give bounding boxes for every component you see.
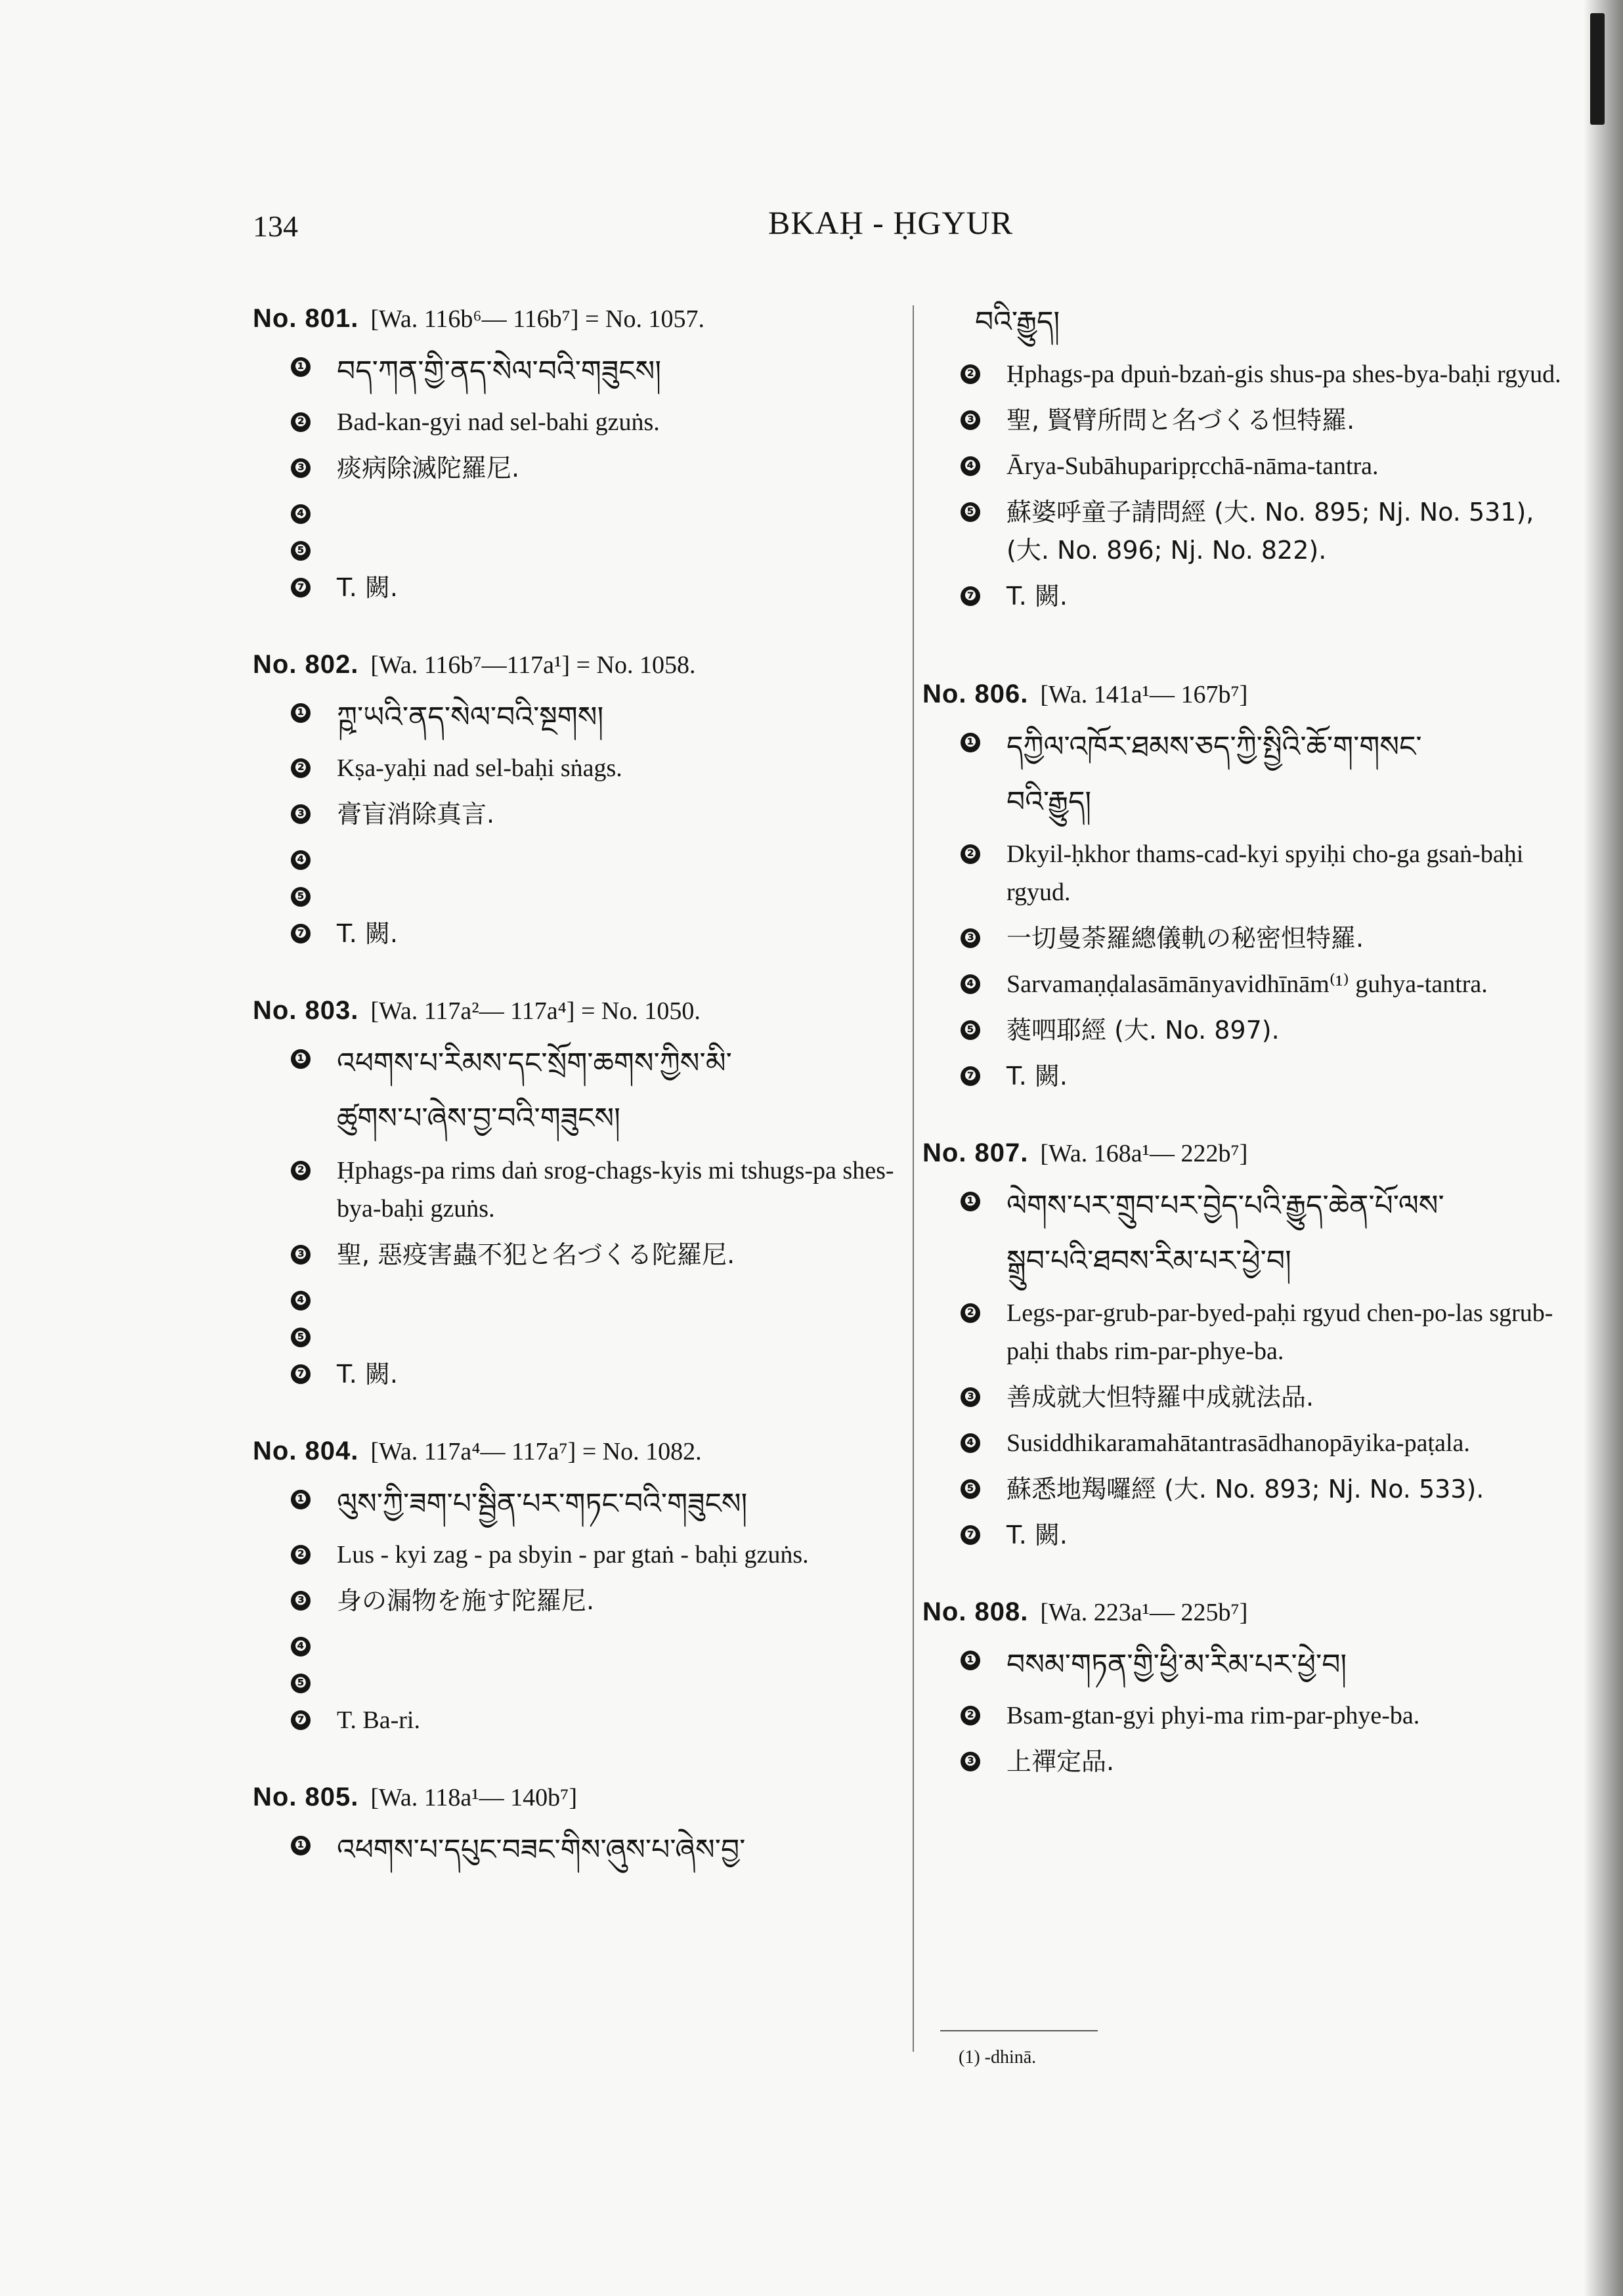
field-transliteration [961, 835, 1569, 911]
marker-4: ❹ [291, 504, 311, 524]
footnote-rule [940, 2030, 1098, 2031]
tohoku-ref: T. 闕. [1006, 1062, 1068, 1091]
marker-2: ❷ [291, 1161, 311, 1180]
marker-5: ❺ [961, 502, 980, 522]
tibetan-title-continued: ཚུགས་པ་ཞེས་བྱ་བའི་གཟུངས། [337, 1102, 620, 1135]
field-chinese [291, 1664, 903, 1693]
field-chinese [291, 532, 903, 561]
field-tohoku [961, 577, 1569, 615]
field-sanskrit [961, 1424, 1569, 1462]
field-japanese [961, 1743, 1569, 1781]
field-tohoku [291, 569, 903, 607]
right-column [922, 299, 1569, 1819]
field-tohoku [961, 1516, 1569, 1554]
marker-4: ❹ [291, 1291, 311, 1310]
marker-2: ❷ [961, 364, 980, 384]
marker-2: ❷ [291, 412, 311, 432]
page-edge-shadow [1584, 0, 1623, 2296]
marker-7: ❼ [291, 1710, 311, 1730]
catalog-entry-801 [253, 299, 903, 607]
footnote: (1) -dhinā. [959, 2047, 1037, 2068]
entry-number: No. 801. [253, 304, 359, 333]
marker-7: ❼ [291, 1364, 311, 1384]
marker-4: ❹ [961, 456, 980, 476]
field-sanskrit [291, 1628, 903, 1657]
field-transliteration [291, 1152, 903, 1228]
marker-5: ❺ [291, 1328, 311, 1347]
field-tibetan [961, 724, 1569, 771]
entry-heading [253, 645, 903, 685]
tohoku-ref: T. 闕. [1006, 1521, 1068, 1549]
japanese-title: 痰病除滅陀羅尼. [337, 454, 520, 483]
tibetan-title: འཕགས་པ་རིམས་དང་སྲོག་ཆགས་ཀྱིས་མི་ [337, 1047, 732, 1080]
entry-heading [253, 1777, 903, 1817]
tibetan-title-continued: སྒྲུབ་པའི་ཐབས་རིམ་པར་ཕྱེ་བ། [1006, 1244, 1291, 1278]
field-chinese [961, 1011, 1569, 1049]
tohoku-ref: T. 闕. [1006, 582, 1068, 611]
entry-heading [922, 1592, 1569, 1632]
field-japanese [961, 1378, 1569, 1416]
marker-1: ❶ [291, 1836, 311, 1855]
page-number: 134 [253, 209, 298, 243]
field-chinese [291, 1318, 903, 1347]
marker-4: ❹ [291, 850, 311, 870]
tibetan-title: བསམ་གཏན་གྱི་ཕྱི་མ་རིམ་པར་ཕྱེ་བ། [1006, 1648, 1347, 1681]
field-tohoku [961, 1057, 1569, 1095]
marker-3: ❸ [291, 1591, 311, 1611]
field-sanskrit [291, 841, 903, 870]
tibetan-title: དཀྱིལ་འཁོར་ཐམས་ཅད་ཀྱི་སྤྱིའི་ཆོ་ག་གསང་ [1006, 730, 1422, 764]
sanskrit-title: Ārya-Subāhuparipṛcchā-nāma-tantra. [1006, 452, 1379, 480]
chinese-ref: 蘇婆呼童子請問經 (大. No. 895; Nj. No. 531), (大. No. 896; Nj. No. 822). [1006, 498, 1534, 565]
marker-4: ❹ [291, 1637, 311, 1657]
catalog-entry-807 [922, 1133, 1569, 1554]
catalog-entry-804 [253, 1431, 903, 1739]
entry-ref: [Wa. 141a¹— 167b⁷] [1040, 681, 1248, 708]
tibetan-title: བད་ཀན་གྱི་ནད་སེལ་བའི་གཟུངས། [337, 355, 662, 388]
marker-5: ❺ [291, 1674, 311, 1693]
catalog-entry-805-continued [922, 299, 1569, 615]
entry-ref: [Wa. 223a¹— 225b⁷] [1040, 1599, 1248, 1626]
field-chinese [291, 878, 903, 907]
field-tibetan [291, 1827, 903, 1874]
transliteration: Ḥphags-pa rims daṅ srog-chags-kyis mi tshugs-pa shes-bya-baḥi gzuṅs. [337, 1157, 894, 1223]
marker-7: ❼ [291, 578, 311, 597]
entry-ref: [Wa. 118a¹— 140b⁷] [370, 1784, 578, 1811]
entry-ref: [Wa. 117a⁴— 117a⁷] = No. 1082. [370, 1438, 702, 1465]
catalog-entry-806 [922, 674, 1569, 1095]
field-tibetan [961, 1182, 1569, 1230]
entry-number: No. 808. [922, 1597, 1029, 1626]
transliteration: Ḥphags-pa dpuṅ-bzaṅ-gis shus-pa shes-bya-baḥi rgyud. [1006, 360, 1561, 388]
field-tohoku [291, 1701, 903, 1739]
catalog-entry-808 [922, 1592, 1569, 1781]
chinese-ref: 蕤呬耶經 (大. No. 897). [1006, 1016, 1280, 1045]
marker-1: ❶ [291, 1490, 311, 1509]
entry-number: No. 802. [253, 650, 359, 679]
transliteration: Legs-par-grub-par-byed-paḥi rgyud chen-po-las sgrub-paḥi thabs rim-par-phye-ba. [1006, 1299, 1553, 1365]
tohoku-ref: T. 闕. [337, 573, 398, 602]
transliteration: Bsam-gtan-gyi phyi-ma rim-par-phye-ba. [1006, 1702, 1420, 1729]
tibetan-title: ཀྵ་ཡའི་ནད་སེལ་བའི་སྔགས། [337, 701, 604, 734]
entry-ref: [Wa. 168a¹— 222b⁷] [1040, 1140, 1248, 1167]
marker-3: ❸ [291, 458, 311, 478]
entry-ref: [Wa. 116b⁶— 116b⁷] = No. 1057. [370, 305, 704, 333]
japanese-title: 膏盲消除真言. [337, 800, 495, 829]
field-tibetan [291, 1040, 903, 1087]
marker-4: ❹ [961, 1433, 980, 1453]
catalog-entry-802 [253, 645, 903, 953]
japanese-title: 聖, 賢臂所問と名づくる怛特羅. [1006, 406, 1355, 435]
entry-number: No. 804. [253, 1437, 359, 1465]
transliteration: Dkyil-ḥkhor thams-cad-kyi spyiḥi cho-ga gsaṅ-baḥi rgyud. [1006, 840, 1524, 906]
japanese-title: 上禪定品. [1006, 1747, 1115, 1776]
marker-7: ❼ [961, 586, 980, 606]
marker-7: ❼ [961, 1066, 980, 1086]
field-transliteration [961, 1294, 1569, 1370]
marker-1: ❶ [961, 1651, 980, 1670]
marker-3: ❸ [291, 804, 311, 824]
marker-1: ❶ [291, 703, 311, 723]
entry-number: No. 803. [253, 996, 359, 1025]
field-transliteration [291, 1536, 903, 1574]
marker-3: ❸ [291, 1245, 311, 1265]
field-tibetan [291, 1481, 903, 1528]
entry-heading [253, 299, 903, 339]
running-head: BKAḤ - ḤGYUR [768, 204, 1014, 241]
marker-1: ❶ [961, 733, 980, 752]
catalog-entry-805 [253, 1777, 903, 1874]
field-japanese [291, 1582, 903, 1620]
field-japanese [291, 1236, 903, 1274]
field-chinese [961, 1470, 1569, 1508]
tohoku-ref: T. 闕. [337, 1360, 398, 1389]
field-sanskrit [961, 965, 1569, 1003]
column-rule [913, 305, 914, 2052]
field-sanskrit [291, 495, 903, 524]
marker-7: ❼ [961, 1525, 980, 1545]
tibetan-title-continued: བའི་རྒྱུད། [1006, 785, 1092, 819]
marker-2: ❷ [961, 1706, 980, 1725]
entry-number: No. 805. [253, 1783, 359, 1811]
transliteration: Lus - kyi zag - pa sbyin - par gtaṅ - baḥi gzuṅs. [337, 1541, 809, 1569]
entry-number: No. 806. [922, 680, 1029, 708]
tibetan-title-continued: བའི་རྒྱུད། [975, 305, 1060, 339]
field-tohoku [291, 915, 903, 953]
marker-3: ❸ [961, 928, 980, 948]
entry-ref: [Wa. 116b⁷—117a¹] = No. 1058. [370, 651, 696, 679]
sanskrit-title: Sarvamaṇḍalasāmānyavidhīnām⁽¹⁾ guhya-tantra. [1006, 970, 1488, 998]
tohoku-ref: T. Ba-ri. [337, 1706, 420, 1734]
field-chinese [961, 493, 1569, 569]
field-tibetan [961, 1641, 1569, 1689]
marker-3: ❸ [961, 1387, 980, 1407]
marker-7: ❼ [291, 924, 311, 943]
japanese-title: 聖, 惡疫害蟲不犯と名づくる陀羅尼. [337, 1240, 735, 1269]
japanese-title: 身の漏物を施す陀羅尼. [337, 1586, 595, 1615]
binding-mark [1590, 13, 1605, 125]
transliteration: Kṣa-yaḥi nad sel-baḥi sṅags. [337, 754, 622, 782]
field-japanese [291, 795, 903, 833]
marker-2: ❷ [291, 1545, 311, 1565]
field-tohoku [291, 1355, 903, 1393]
japanese-title: 善成就大怛特羅中成就法品. [1006, 1383, 1314, 1412]
marker-5: ❺ [291, 541, 311, 561]
marker-1: ❶ [291, 357, 311, 377]
field-transliteration [291, 403, 903, 441]
entry-heading [922, 674, 1569, 714]
field-sanskrit [961, 447, 1569, 485]
sanskrit-title: Susiddhikaramahātantrasādhanopāyika-paṭala. [1006, 1429, 1470, 1457]
tibetan-title: ལེགས་པར་གྲུབ་པར་བྱེད་པའི་རྒྱུད་ཆེན་པོ་ལས་ [1006, 1189, 1444, 1223]
entry-heading [253, 1431, 903, 1471]
chinese-ref: 蘇悉地羯囉經 (大. No. 893; Nj. No. 533). [1006, 1475, 1484, 1504]
field-japanese [961, 401, 1569, 439]
field-transliteration [291, 749, 903, 787]
marker-1: ❶ [961, 1192, 980, 1211]
catalog-entry-803 [253, 991, 903, 1393]
field-japanese [291, 449, 903, 487]
marker-2: ❷ [961, 844, 980, 864]
marker-4: ❹ [961, 974, 980, 994]
marker-3: ❸ [961, 410, 980, 430]
marker-5: ❺ [961, 1479, 980, 1499]
field-transliteration [961, 355, 1569, 393]
tohoku-ref: T. 闕. [337, 919, 398, 948]
field-transliteration [961, 1697, 1569, 1735]
marker-3: ❸ [961, 1752, 980, 1771]
field-sanskrit [291, 1282, 903, 1310]
marker-2: ❷ [291, 758, 311, 778]
tibetan-title: ལུས་ཀྱི་ཟག་པ་སྦྱིན་པར་གཏང་བའི་གཟུངས། [337, 1487, 748, 1521]
marker-1: ❶ [291, 1049, 311, 1069]
entry-number: No. 807. [922, 1138, 1029, 1167]
japanese-title: 一切曼荼羅總儀軌の秘密怛特羅. [1006, 924, 1364, 953]
field-tibetan [291, 694, 903, 741]
entry-heading [253, 991, 903, 1031]
marker-5: ❺ [291, 887, 311, 907]
entry-heading [922, 1133, 1569, 1173]
marker-5: ❺ [961, 1020, 980, 1040]
entry-ref: [Wa. 117a²— 117a⁴] = No. 1050. [370, 997, 701, 1025]
left-column [253, 299, 903, 1912]
field-tibetan [291, 348, 903, 395]
marker-2: ❷ [961, 1303, 980, 1323]
field-japanese [961, 919, 1569, 957]
transliteration: Bad-kan-gyi nad sel-bahi gzuṅs. [337, 408, 660, 436]
tibetan-title: འཕགས་པ་དཔུང་བཟང་གིས་ཞུས་པ་ཞེས་བྱ་ [337, 1833, 746, 1867]
